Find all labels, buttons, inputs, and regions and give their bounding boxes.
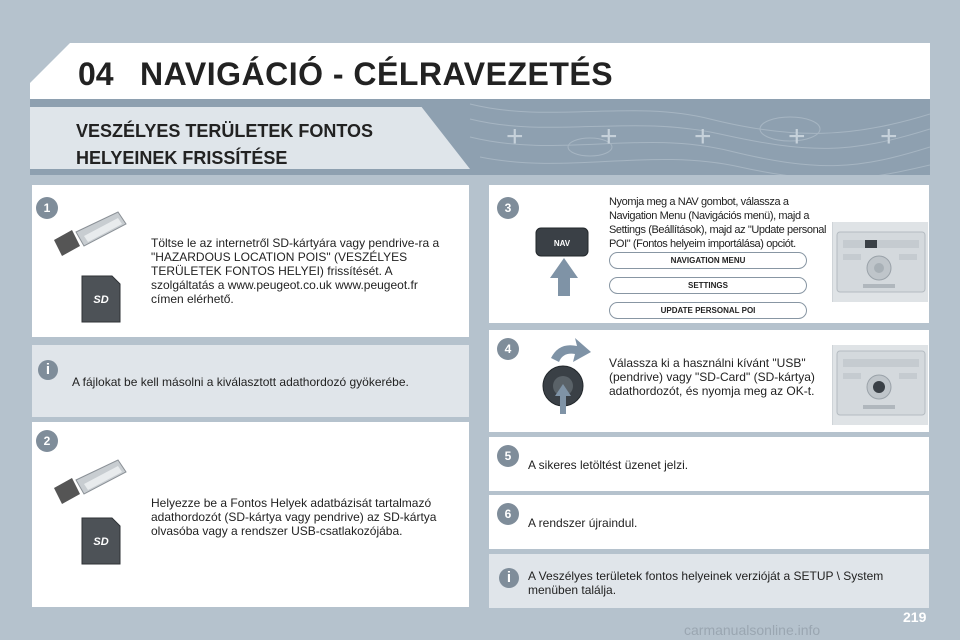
step5-badge: 5 bbox=[497, 445, 519, 467]
plus-icon: + bbox=[880, 120, 898, 153]
info1-text: A fájlokat be kell másolni a kiválasztott adathordozó gyökerébe. bbox=[72, 375, 409, 389]
page-number: 219 bbox=[903, 609, 927, 625]
nav-button-label: NAV bbox=[553, 239, 571, 248]
step4-text: Válassza ki a használni kívánt "USB" (pendrive) vagy "SD-Card" (SD-kártya) adathordozót, és nyomja meg az OK-t. bbox=[609, 356, 815, 398]
sd-card-icon bbox=[80, 274, 122, 324]
info-icon: i bbox=[499, 568, 519, 588]
menu-item-settings: SETTINGS bbox=[609, 277, 807, 294]
svg-text:SD: SD bbox=[93, 294, 109, 306]
step4-badge: 4 bbox=[497, 338, 519, 360]
step2-text: Helyezze be a Fontos Helyek adatbázisát tartalmazó adathordozót (SD-kártya vagy pendrive) az SD-kártya olvasóba vagy a rendszer USB-csatlakozójába. bbox=[151, 496, 437, 538]
menu-item-navigation-menu: NAVIGATION MENU bbox=[609, 252, 807, 269]
step6-text: A rendszer újraindul. bbox=[528, 516, 638, 530]
usb-stick-icon bbox=[52, 210, 132, 258]
step2-badge: 2 bbox=[36, 430, 58, 452]
step3-badge: 3 bbox=[497, 197, 519, 219]
watermark: carmanualsonline.info bbox=[684, 622, 821, 638]
step5-text: A sikeres letöltést üzenet jelzi. bbox=[528, 458, 689, 472]
plus-icon: + bbox=[788, 120, 806, 153]
section-title-line1: VESZÉLYES TERÜLETEK FONTOS bbox=[76, 121, 374, 141]
info-icon: i bbox=[38, 360, 58, 380]
step1-badge: 1 bbox=[36, 197, 58, 219]
rotary-knob-icon bbox=[537, 336, 607, 422]
plus-icon: + bbox=[600, 120, 618, 153]
chapter-title: NAVIGÁCIÓ - CÉLRAVEZETÉS bbox=[140, 56, 614, 92]
step1-text: Töltse le az internetről SD-kártyára vagy pendrive-ra a "HAZARDOUS LOCATION POIS" (VESZÉLYES TERÜLETEK FONTOS HELYEI) frissítését. A szolgáltatás a www.peugeot.co.uk www.peugeot.fr címen elérhető. bbox=[151, 236, 440, 306]
radio-unit-image bbox=[832, 345, 928, 425]
step3-text: Nyomja meg a NAV gombot, válassza a Navigation Menu (Navigációs menü), majd a Settings (Beállítások), majd az "Update personal POI" (Fontos helyeim importálása) opciót. bbox=[609, 196, 827, 250]
menu-item-update-personal-poi: UPDATE PERSONAL POI bbox=[609, 302, 807, 319]
info2-text: A Veszélyes területek fontos helyeinek verzióját a SETUP \ System menüben találja. bbox=[528, 569, 884, 597]
svg-text:SD: SD bbox=[93, 536, 109, 548]
plus-icon: + bbox=[506, 120, 524, 153]
nav-button-icon bbox=[530, 222, 600, 298]
sd-card-icon bbox=[80, 516, 122, 566]
plus-icon: + bbox=[694, 120, 712, 153]
usb-stick-icon bbox=[52, 458, 132, 506]
section-title bbox=[76, 118, 456, 172]
section-title-line2: HELYEINEK FRISSÍTÉSE bbox=[76, 148, 288, 168]
step6-badge: 6 bbox=[497, 503, 519, 525]
radio-unit-image bbox=[832, 222, 928, 302]
chapter-number: 04 bbox=[78, 56, 114, 92]
